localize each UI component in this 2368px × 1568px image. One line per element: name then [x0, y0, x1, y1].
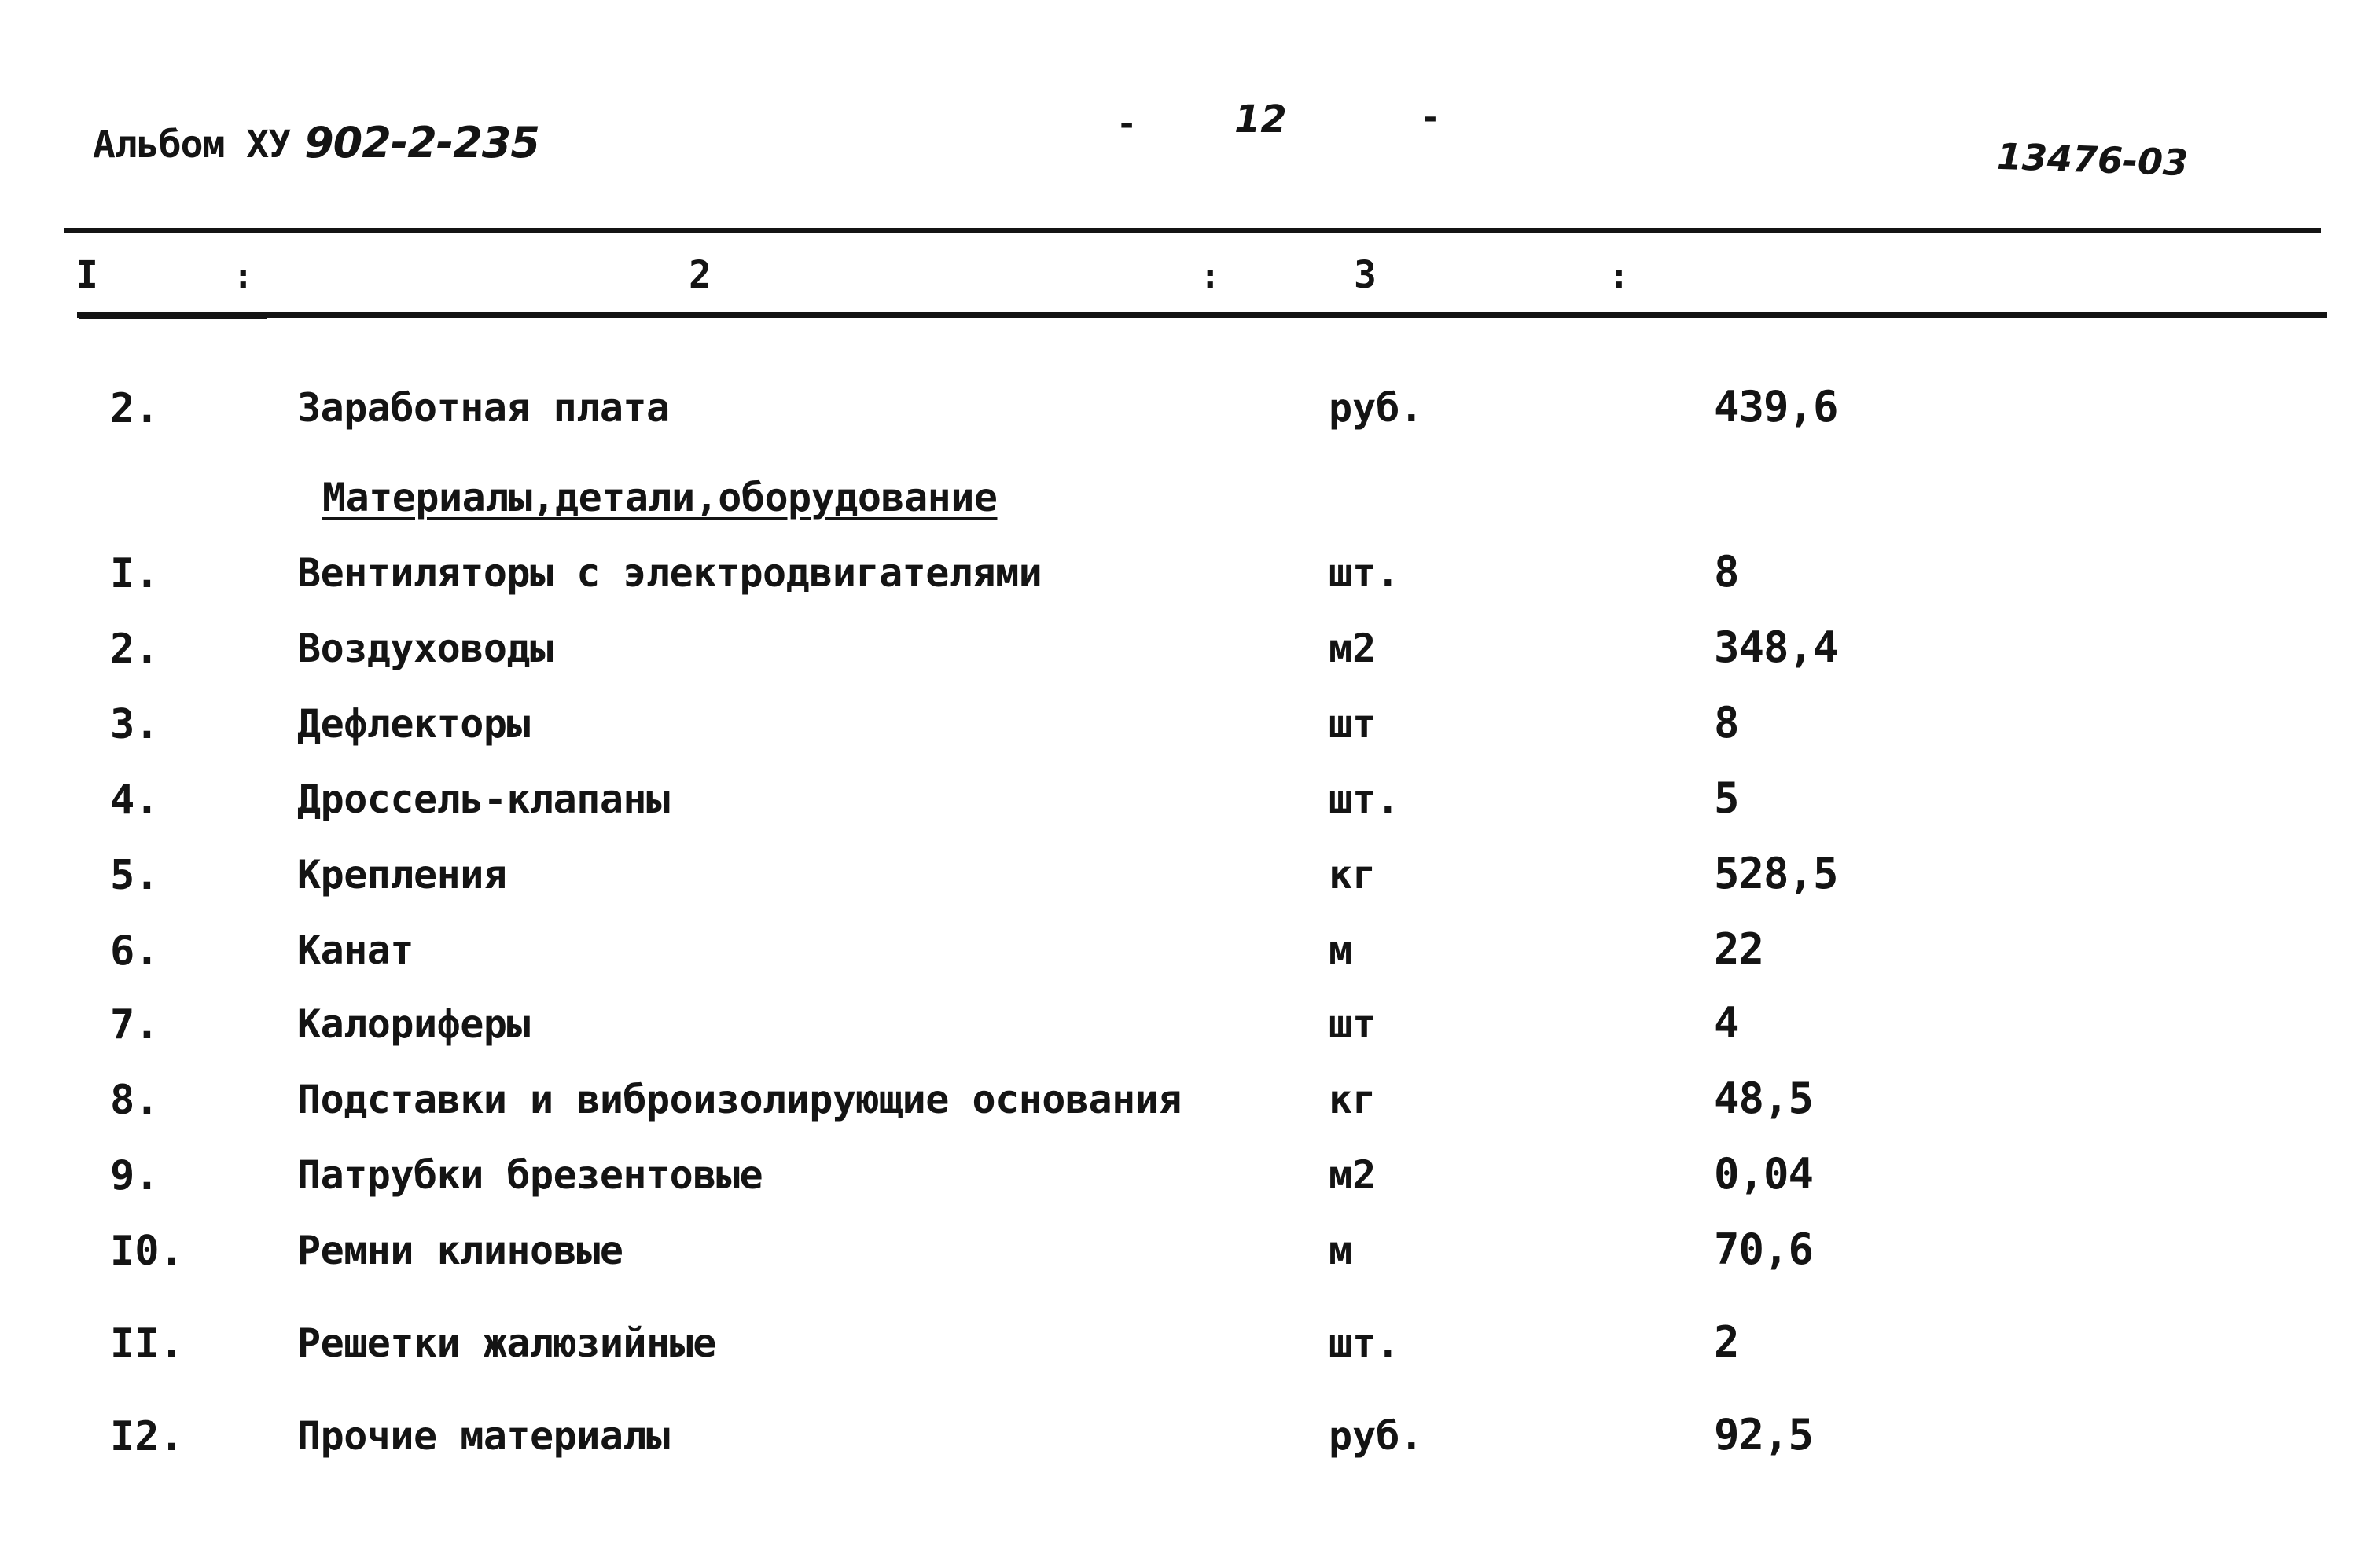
row-unit: руб. — [1329, 1413, 1424, 1459]
row-quantity: 528,5 — [1714, 849, 1838, 898]
row-description: Заработная плата — [297, 385, 670, 431]
row-description: Патрубки брезентовые — [297, 1152, 763, 1198]
row-description: Канат — [297, 927, 414, 973]
row-number: 3. — [110, 701, 160, 748]
row-quantity: 8 — [1714, 698, 1739, 747]
row-quantity: 70,6 — [1714, 1225, 1814, 1274]
row-quantity: 2 — [1714, 1317, 1739, 1367]
row-description: Дроссель-клапаны — [297, 777, 670, 822]
row-quantity: 22 — [1714, 924, 1764, 974]
row-unit: шт. — [1329, 777, 1400, 822]
row-unit: м2 — [1329, 1152, 1377, 1198]
row-unit: шт — [1329, 701, 1377, 747]
album-code: 902-2-235 — [304, 118, 539, 167]
table-header-bottom-rule — [77, 312, 2327, 318]
row-description: Вентиляторы с электродвигателями — [297, 550, 1042, 596]
row-quantity: 8 — [1714, 547, 1739, 597]
row-number: 2. — [110, 626, 160, 673]
page-number: 12 — [1234, 97, 1287, 141]
row-quantity: 48,5 — [1714, 1074, 1814, 1123]
row-number: I2. — [110, 1413, 184, 1460]
table-header-rule-stub — [79, 314, 267, 319]
row-description: Калориферы — [297, 1001, 531, 1047]
column-separator: : — [233, 256, 254, 296]
row-unit: кг — [1329, 1077, 1377, 1122]
row-number: I0. — [110, 1228, 184, 1275]
row-number: I. — [110, 550, 160, 597]
row-description: Ремни клиновые — [297, 1228, 623, 1273]
row-number: 7. — [110, 1001, 160, 1048]
row-unit: шт. — [1329, 550, 1400, 596]
column-1-header: I — [75, 253, 98, 297]
section-title: Материалы,детали,оборудование — [322, 475, 998, 520]
row-unit: кг — [1329, 852, 1377, 898]
row-quantity: 0,04 — [1714, 1149, 1814, 1199]
row-number: 9. — [110, 1152, 160, 1199]
row-quantity: 439,6 — [1714, 382, 1838, 431]
row-number: II. — [110, 1320, 184, 1368]
row-quantity: 4 — [1714, 998, 1739, 1048]
column-separator: : — [1200, 256, 1221, 296]
document-code: 13476-03 — [1996, 134, 2190, 185]
row-unit: м2 — [1329, 626, 1377, 671]
row-description: Прочие материалы — [297, 1413, 670, 1459]
row-number: 4. — [110, 777, 160, 824]
row-unit: шт — [1329, 1001, 1377, 1047]
row-unit: м — [1329, 927, 1353, 973]
row-quantity: 348,4 — [1714, 622, 1838, 672]
page-dash-left: - — [1120, 104, 1134, 144]
row-quantity: 5 — [1714, 773, 1739, 823]
column-separator: : — [1609, 256, 1630, 296]
row-description: Крепления — [297, 852, 507, 898]
column-2-header: 2 — [689, 253, 712, 297]
row-number: 2. — [110, 385, 160, 432]
album-label: Альбом ХУ — [93, 123, 291, 167]
row-description: Подставки и виброизолирующие основания — [297, 1077, 1182, 1122]
row-unit: м — [1329, 1228, 1353, 1273]
row-unit: шт. — [1329, 1320, 1400, 1366]
row-number: 6. — [110, 927, 160, 975]
row-unit: руб. — [1329, 385, 1424, 431]
album-header — [93, 118, 539, 167]
table-header-top-rule — [64, 228, 2321, 233]
column-3-header: 3 — [1354, 253, 1377, 297]
row-number: 8. — [110, 1077, 160, 1124]
row-quantity: 92,5 — [1714, 1410, 1814, 1460]
row-number: 5. — [110, 852, 160, 899]
row-description: Воздуховоды — [297, 626, 553, 671]
page-dash-right: - — [1423, 97, 1438, 138]
row-description: Дефлекторы — [297, 701, 531, 747]
row-description: Решетки жалюзийные — [297, 1320, 716, 1366]
